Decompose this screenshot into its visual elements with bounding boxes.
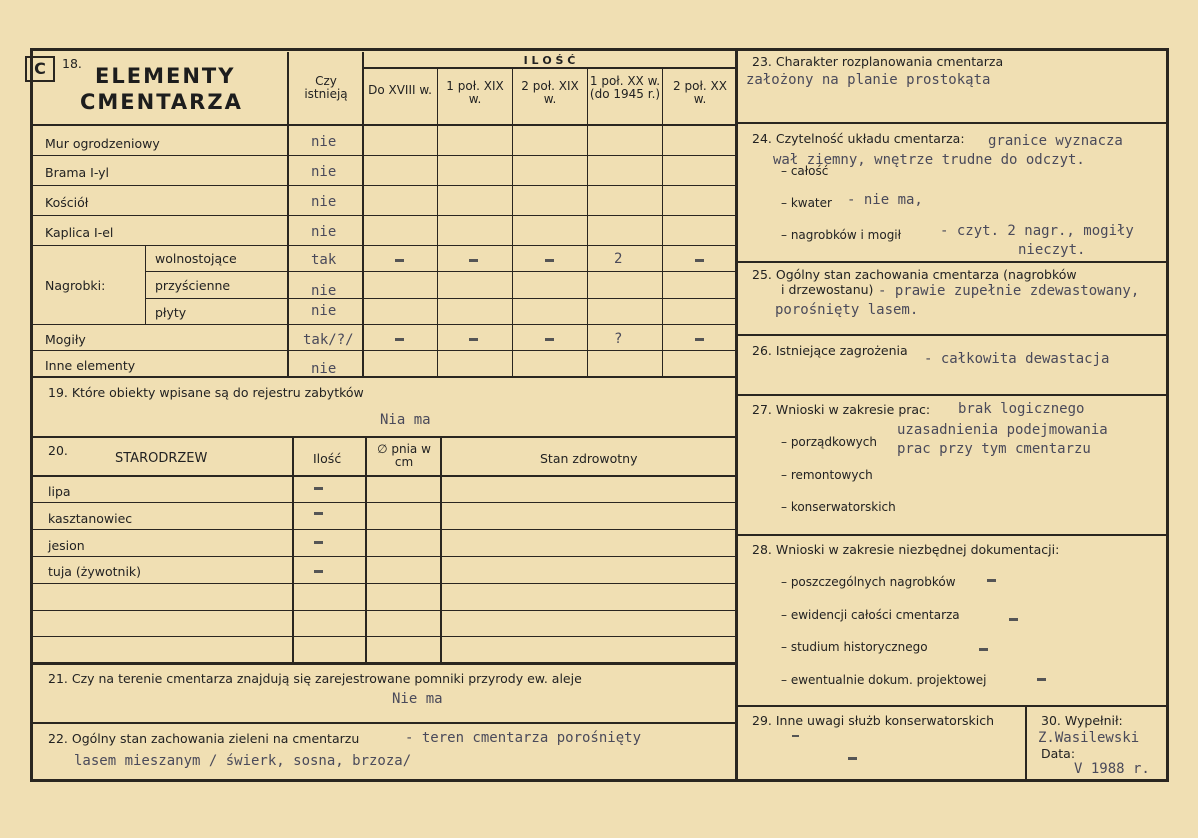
row-line (146, 298, 736, 299)
dash-mark (395, 338, 404, 341)
col-line (662, 68, 663, 377)
q25-answer-b: porośnięty lasem. (775, 302, 919, 318)
section-line (736, 394, 1169, 396)
q30-label: 30. Wypełnił: (1041, 713, 1123, 728)
q28-item: – ewentualnie dokum. projektowej (781, 673, 987, 687)
q28-label: 28. Wnioski w zakresie niezbędnej dokumentacji: (752, 542, 1060, 557)
section-title-line1: ELEMENTY (95, 64, 236, 88)
q24-nagrobkow-answer: - czyt. 2 nagr., mogiły (940, 223, 1134, 239)
col-line (587, 68, 588, 377)
element-label: Inne elementy (45, 358, 136, 373)
q26-label: 26. Istniejące zagrożenia (752, 343, 908, 358)
q20-number: 20. (48, 443, 68, 458)
section-number: 18. (62, 56, 82, 71)
header-col3: 2 poł. XIX w. (521, 79, 579, 106)
exists-value: nie (311, 283, 337, 299)
tree-label: jesion (48, 538, 85, 553)
q24-kwater: – kwater (781, 196, 832, 210)
tree-label: kasztanowiec (48, 511, 133, 526)
col-line (512, 68, 513, 377)
exists-value: tak (311, 252, 337, 268)
q19-label: 19. Które obiekty wpisane są do rejestru zabytków (48, 385, 364, 400)
header-col5: 2 poł. XX w. (673, 79, 727, 106)
dash-mark (1037, 678, 1046, 681)
element-label: płyty (155, 305, 187, 320)
q27-item: – remontowych (781, 468, 873, 482)
section-line (736, 261, 1169, 263)
header-exists: Czy istnieją (304, 74, 348, 101)
section-line (30, 662, 736, 665)
q25-label-l1: 25. Ogólny stan zachowania cmentarza (nagrobków (752, 267, 1077, 282)
q27-answer-c: prac przy tym cmentarzu (897, 441, 1091, 457)
q22-answer-line1: - teren cmentarza porośnięty (405, 730, 642, 746)
dash-mark (314, 512, 323, 515)
q27-label: 27. Wnioski w zakresie prac: (752, 402, 931, 417)
element-label: Brama I-yl (45, 165, 110, 180)
q28-item: – studium historycznego (781, 640, 928, 654)
row-line (30, 610, 736, 611)
col-line (292, 436, 294, 662)
dash-mark (314, 541, 323, 544)
q24-label: 24. Czytelność układu cmentarza: (752, 131, 965, 146)
q24-answer-a: granice wyznacza (988, 133, 1123, 149)
header-col2: 1 poł. XIX w. (446, 79, 504, 106)
dash-mark (545, 338, 554, 341)
section-title-line2: CMENTARZA (80, 90, 243, 114)
dash-mark (469, 338, 478, 341)
count-value: 2 (614, 251, 623, 267)
nagrobki-divider (145, 245, 146, 324)
q20-title: STARODRZEW (115, 451, 208, 466)
tree-label: lipa (48, 484, 71, 499)
divider-main (735, 48, 738, 782)
row-line (30, 376, 736, 378)
row-line (30, 215, 736, 216)
q24-nagrobkow: – nagrobków i mogił (781, 228, 902, 242)
tree-label: tuja (żywotnik) (48, 564, 142, 579)
q30-name: Z.Wasilewski (1038, 730, 1140, 746)
nagrobki-label: Nagrobki: (45, 278, 106, 293)
dash-mark (695, 338, 704, 341)
q29-q30-divider (1025, 705, 1027, 782)
element-label: przyścienne (155, 278, 231, 293)
dash-mark (1009, 618, 1018, 621)
q29-label: 29. Inne uwagi służb konserwatorskich (752, 713, 994, 728)
q24-nagrobkow-answer2: nieczyt. (1018, 242, 1086, 258)
section-line (736, 534, 1169, 536)
exists-value: nie (311, 194, 337, 210)
header-bottom-line (30, 124, 736, 126)
q25-answer-a: - prawie zupełnie zdewastowany, (878, 283, 1140, 299)
dash-mark (979, 648, 988, 651)
header-col4: 1 poł. XX w. (do 1945 r.) (589, 74, 661, 101)
row-line (30, 636, 736, 637)
q22-answer-line2: lasem mieszanym / świerk, sosna, brzoza/ (74, 753, 412, 769)
element-label: Kościół (45, 195, 89, 210)
q20-col-stan: Stan zdrowotny (540, 451, 638, 466)
q21-answer: Nie ma (392, 691, 443, 707)
header-ilosc-underline (364, 67, 735, 69)
row-line (30, 475, 736, 477)
q28-item: – ewidencji całości cmentarza (781, 608, 960, 622)
col-line (437, 68, 438, 377)
q19-bottom-line (30, 436, 736, 438)
q23-answer: założony na planie prostokąta (746, 72, 991, 88)
q24-answer-b: wał ziemny, wnętrze trudne do odczyt. (773, 152, 1085, 168)
exists-value: nie (311, 164, 337, 180)
dash-mark (314, 487, 323, 490)
q20-col-phi: ∅ pnia w cm (377, 442, 431, 469)
row-line (30, 556, 736, 557)
q21-label: 21. Czy na terenie cmentarza znajdują się zarejestrowane pomniki przyrody ew. aleje (48, 671, 582, 686)
exists-value: nie (311, 361, 337, 377)
exists-value: nie (311, 134, 337, 150)
row-line (30, 529, 736, 530)
dash-mark (314, 570, 323, 573)
dash-mark (695, 259, 704, 262)
row-line (30, 502, 736, 503)
q27-item: – porządkowych (781, 435, 877, 449)
row-line (30, 324, 736, 325)
section-line (30, 722, 736, 724)
header-ilosc: I L O Ś Ć (523, 54, 576, 67)
section-line (736, 705, 1169, 707)
dash-mark (792, 735, 799, 737)
element-label: wolnostojące (155, 251, 237, 266)
row-line (30, 155, 736, 156)
section-letter: C (25, 56, 55, 82)
q19-answer: Nia ma (380, 412, 431, 428)
header-col1: Do XVIII w. (368, 83, 432, 97)
row-line (30, 583, 736, 584)
col-line (440, 436, 442, 662)
q24-calosc: – całość (781, 164, 829, 178)
q26-answer: - całkowita dewastacja (924, 351, 1110, 367)
q28-item: – poszczególnych nagrobków (781, 575, 956, 589)
q20-col-ilosc: Ilość (313, 451, 342, 466)
dash-mark (469, 259, 478, 262)
row-line (146, 271, 736, 272)
dash-mark (395, 259, 404, 262)
q30-date: V 1988 r. (1074, 761, 1150, 777)
exists-value: tak/?/ (303, 332, 354, 348)
q27-answer-b: uzasadnienia podejmowania (897, 422, 1108, 438)
exists-value: nie (311, 303, 337, 319)
q22-label: 22. Ogólny stan zachowania zieleni na cmentarzu (48, 731, 360, 746)
q30-date-label: Data: (1041, 746, 1076, 761)
row-line (30, 245, 736, 246)
q27-answer-a: brak logicznego (958, 401, 1085, 417)
q23-label: 23. Charakter rozplanowania cmentarza (752, 54, 1004, 69)
q27-item: – konserwatorskich (781, 500, 896, 514)
exists-value: nie (311, 224, 337, 240)
section-line (736, 334, 1169, 336)
element-label: Mur ogrodzeniowy (45, 136, 160, 151)
count-value: ? (614, 331, 623, 347)
dash-mark (848, 757, 857, 760)
element-label: Kaplica I-el (45, 225, 114, 240)
dash-mark (987, 579, 996, 582)
dash-mark (545, 259, 554, 262)
section-line (736, 122, 1169, 124)
element-label: Mogiły (45, 332, 86, 347)
col-line (365, 436, 367, 662)
row-line (30, 350, 736, 351)
q24-kwater-answer: - nie ma, (847, 192, 923, 208)
row-line (30, 185, 736, 186)
q25-label-l2: i drzewostanu) (781, 282, 874, 297)
